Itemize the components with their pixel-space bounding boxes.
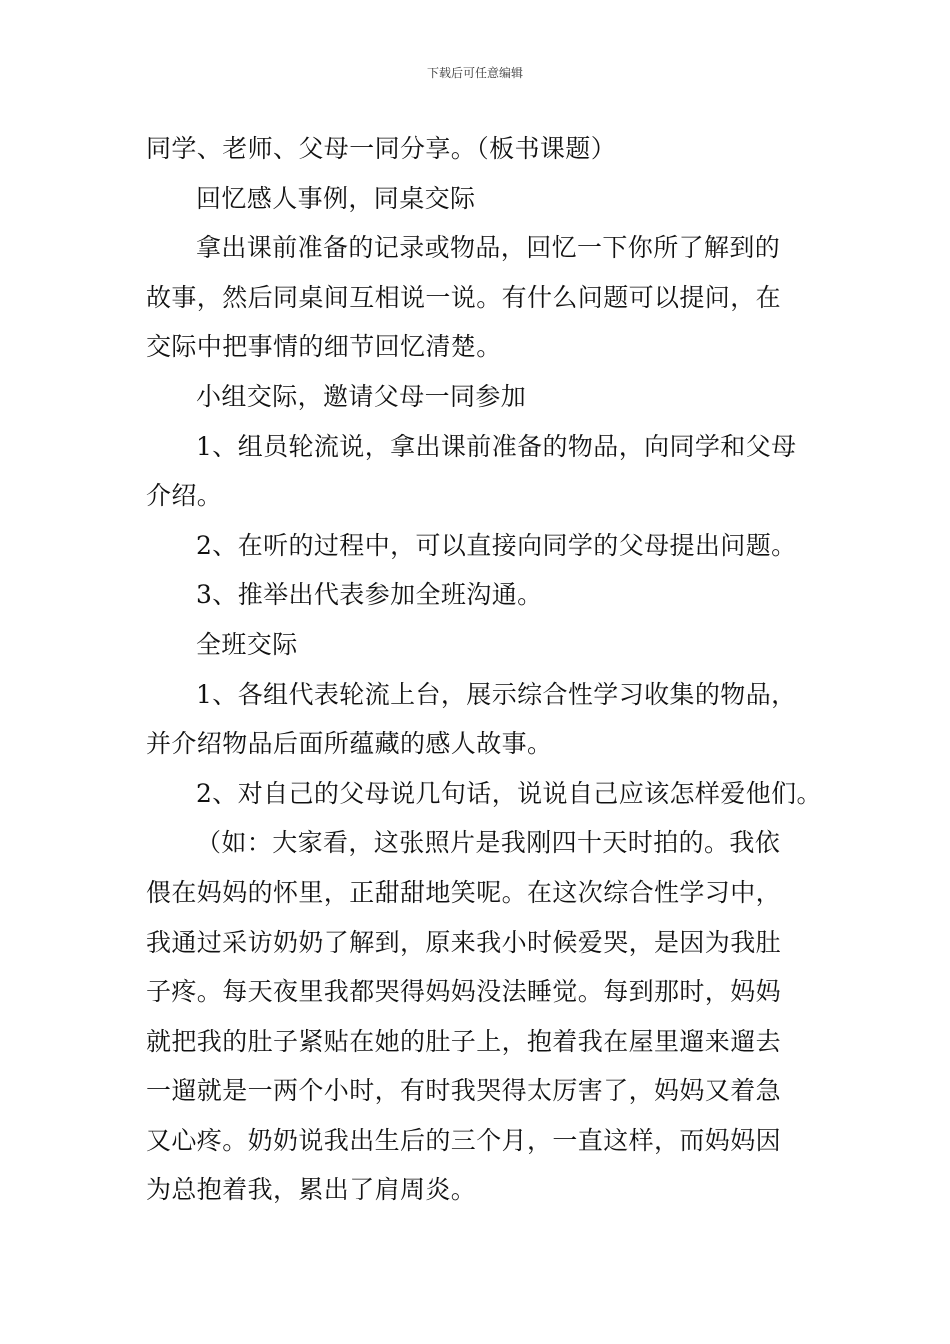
paragraph-line: 为总抱着我，累出了肩周炎。 — [146, 1175, 477, 1205]
list-item-continuation: 并介绍物品后面所蕴藏的感人故事。 — [146, 729, 553, 759]
paragraph-line: 我通过采访奶奶了解到，原来我小时候爱哭，是因为我肚 — [146, 927, 782, 957]
list-item: 2、对自己的父母说几句话，说说自己应该怎样爱他们。 — [196, 778, 822, 808]
document-body — [146, 124, 822, 1215]
paragraph-line: 故事，然后同桌间互相说一说。有什么问题可以提问，在 — [146, 282, 782, 312]
paragraph-line: 偎在妈妈的怀里，正甜甜地笑呢。在这次综合性学习中， — [146, 877, 782, 907]
section-heading: 回忆感人事例，同桌交际 — [196, 183, 476, 213]
page-header: 下载后可任意编辑 — [426, 66, 523, 80]
paragraph-line: 拿出课前准备的记录或物品，回忆一下你所了解到的 — [196, 233, 781, 263]
paragraph-line: （如：大家看，这张照片是我刚四十天时拍的。我依 — [196, 828, 781, 858]
paragraph-line: 一遛就是一两个小时，有时我哭得太厉害了，妈妈又着急 — [146, 1076, 782, 1106]
list-item-continuation: 介绍。 — [146, 481, 223, 511]
paragraph-line: 交际中把事情的细节回忆清楚。 — [146, 332, 502, 362]
text-line: 同学、老师、父母一同分享。（板书课题） — [146, 134, 617, 163]
list-item: 1、各组代表轮流上台，展示综合性学习收集的物品， — [196, 679, 797, 709]
paragraph-line: 就把我的肚子紧贴在她的肚子上，抱着我在屋里遛来遛去 — [146, 1026, 782, 1056]
list-item: 3、推举出代表参加全班沟通。 — [196, 580, 543, 610]
list-item: 1、组员轮流说，拿出课前准备的物品，向同学和父母 — [196, 431, 797, 461]
section-heading: 小组交际，邀请父母一同参加 — [196, 381, 527, 411]
paragraph-line: 子疼。每天夜里我都哭得妈妈没法睡觉。每到那时，妈妈 — [146, 977, 782, 1007]
section-heading: 全班交际 — [196, 629, 298, 659]
list-item: 2、在听的过程中，可以直接向同学的父母提出问题。 — [196, 530, 797, 560]
paragraph-line: 又心疼。奶奶说我出生后的三个月，一直这样，而妈妈因 — [146, 1125, 782, 1155]
